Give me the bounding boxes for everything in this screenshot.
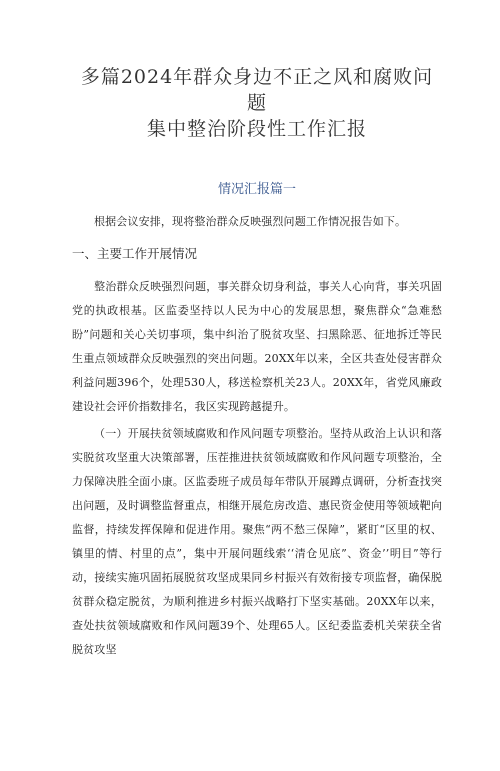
heading-main-work: 一、主要工作开展情况 [72,246,198,261]
body-paragraph-2: （一）开展扶贫领域腐败和作风问题专项整治。坚持从政治上认识和落实脱贫攻坚重大决策部署，压茬推进扶贫领域腐败和作风问题专项整治，全力保障决胜全面小康。区监委班子成员每年带队开展蹲点调研，分析查找突出问题，及时调整监督重点，相继开展危房改造、惠民资金使用等领域靶向监督，持续发挥保障和促进作用。聚焦“两不愁三保障”，紧盯“区里的权、镇里的情、村里的点”，集中开展问题线索‘‘清仓见底”、资金’’明目”等行动，接续实施巩固拓展脱贫攻坚成果同乡村振兴有效衔接专项监督，确保脱贫群众稳定脱贫，为顺利推进乡村振兴战略打下坚实基础。20XX年以来，查处扶贫领域腐败和作风问题39个、处理65人。区纪委监委机关荣获全省脱贫攻坚 [72,427,442,656]
body-paragraph-1: 整治群众反映强烈问题，事关群众切身利益，事关人心向背，事关巩固党的执政根基。区监委坚持以人民为中心的发展思想，聚焦群众“急难愁盼”问题和关心关切事项，集中纠治了脱贫攻坚、扫黑除恶、征地拆迁等民生重点领域群众反映强烈的突出问题。20XX年以来，全区共查处侵害群众利益问题396个，处理530人，移送检察机关23人。20XX年，省党风廉政建设社会评价指数排名，我区实现跨越提升。 [72,280,442,413]
document-title-line-1: 多篇2024年群众身边不正之风和腐败问题 [80,66,434,114]
document-page [0,64,500,771]
intro-paragraph: 根据会议安排，现将整治群众反映强烈问题工作情况报告如下。 [94,215,407,228]
document-title-line-2: 集中整治阶段性工作汇报 [146,118,367,140]
section-heading: 情况汇报篇一 [217,182,296,197]
